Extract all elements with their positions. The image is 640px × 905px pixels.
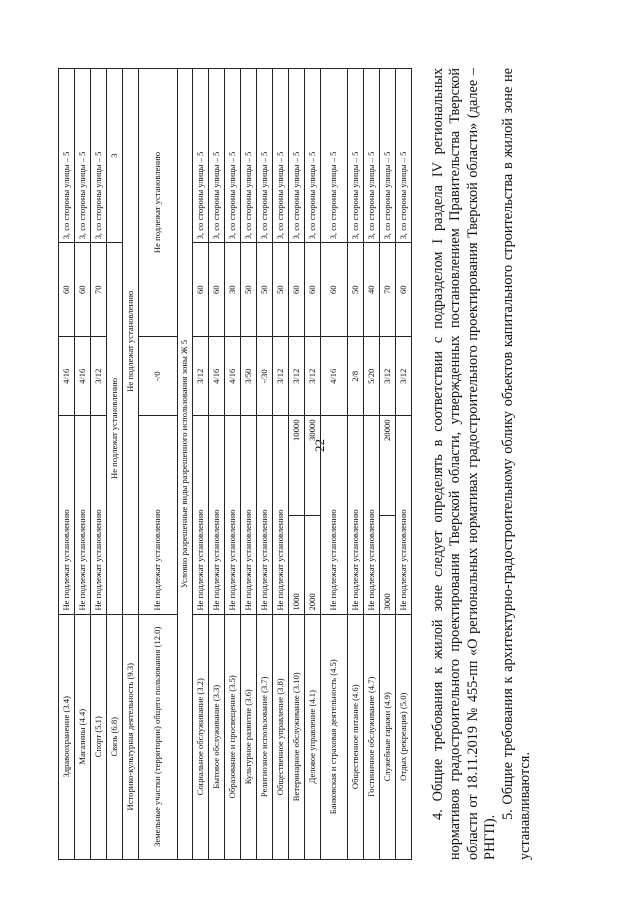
- use-name-cell: Гостиничное обслуживание (4.7): [364, 614, 380, 859]
- use-name-cell: Образование и просвещение (3.5): [225, 614, 241, 859]
- percent-cell: 70: [380, 243, 396, 337]
- setback-cell: 3, со стороны улицы – 5: [59, 69, 75, 243]
- percent-cell: 50: [257, 243, 273, 337]
- setback-cell: 3, со стороны улицы – 5: [91, 69, 107, 243]
- floors-cell: 3/12: [305, 337, 321, 416]
- max-area-cell: 30000: [305, 416, 321, 515]
- area-cell: Не подлежат установлению: [257, 416, 273, 614]
- table-row: [91, 69, 107, 860]
- body-text: [430, 68, 534, 860]
- percent-cell: 60: [396, 243, 412, 337]
- setback-cell: 3, со стороны улицы – 5: [364, 69, 380, 243]
- paragraph-5: 5. Общие требования к архитектурно-градостроительному облику объектов капитального строительства в жилой зоне не устанавливаются.: [499, 68, 534, 860]
- floors-cell: -/0: [139, 337, 178, 416]
- area-cell: Не подлежат установлению: [364, 416, 380, 614]
- use-name-cell: Служебные гаражи (4.9): [380, 614, 396, 859]
- area-cell: Не подлежат установлению: [91, 416, 107, 614]
- floors-cell: 4/16: [59, 337, 75, 416]
- floors-cell: 3/12: [396, 337, 412, 416]
- area-cell: Не подлежат установлению: [209, 416, 225, 614]
- table-row: [75, 69, 91, 860]
- use-name-cell: Общественное питание (4.6): [348, 614, 364, 859]
- table-body: [59, 69, 412, 860]
- min-area-cell: 2000: [305, 515, 321, 614]
- floors-cell: 3/12: [91, 337, 107, 416]
- merged-cell: Не подлежат установлению: [123, 69, 139, 615]
- area-cell: Не подлежат установлению: [273, 416, 289, 614]
- floors-cell: 4/16: [225, 337, 241, 416]
- table-row: [59, 69, 75, 860]
- table-row: [273, 69, 289, 860]
- table-row: [139, 69, 178, 860]
- percent-cell: 50: [273, 243, 289, 337]
- percent-cell: 50: [241, 243, 257, 337]
- setback-cell: 3, со стороны улицы – 5: [241, 69, 257, 243]
- area-cell: Не подлежат установлению: [193, 416, 209, 614]
- table-row: [241, 69, 257, 860]
- table-row: [305, 69, 321, 860]
- zone-regulations-table: [58, 68, 412, 860]
- area-cell: Не подлежат установлению: [321, 416, 348, 614]
- page-number: 22: [312, 439, 327, 452]
- use-name-cell: Здравоохранение (3.4): [59, 614, 75, 859]
- paragraph-4: 4. Общие требования к жилой зоне следует определять в соответствии с подразделом I раздела IV региональных нормативов градостроительного проектирования Тверской области, утвержденных постановлением Правительства Тверской области от 18.11.2019 № 455-пп «О региональных нормативах градостроительного проектирования Тверской области» (далее – РНГП).: [430, 68, 499, 860]
- table-row: [123, 69, 139, 860]
- floors-cell: 4/16: [321, 337, 348, 416]
- merged-cell: Не подлежат установлению: [139, 69, 178, 337]
- setback-cell: 3, со стороны улицы – 5: [257, 69, 273, 243]
- table-section-header: [178, 69, 193, 860]
- percent-cell: 60: [289, 243, 305, 337]
- table-row: [257, 69, 273, 860]
- area-cell: Не подлежат установлению: [241, 416, 257, 614]
- percent-cell: 60: [321, 243, 348, 337]
- merged-cell: Не подлежат установлению: [107, 243, 123, 614]
- floors-cell: 3/12: [289, 337, 305, 416]
- area-cell: Не подлежат установлению: [396, 416, 412, 614]
- use-name-cell: Ветеринарное обслуживание (3.10): [289, 614, 305, 859]
- setback-cell: 3, со стороны улицы – 5: [380, 69, 396, 243]
- table-row: [209, 69, 225, 860]
- area-cell: Не подлежат установлению: [75, 416, 91, 614]
- floors-cell: 3/50: [241, 337, 257, 416]
- area-cell: Не подлежат установлению: [225, 416, 241, 614]
- area-cell: Не подлежат установлению: [348, 416, 364, 614]
- setback-cell: 3, со стороны улицы – 5: [193, 69, 209, 243]
- floors-cell: 3/12: [380, 337, 396, 416]
- percent-cell: 40: [364, 243, 380, 337]
- table-row: [107, 69, 123, 860]
- use-name-cell: Историко-культурная деятельность (9.3): [123, 614, 139, 859]
- setback-cell: 3, со стороны улицы – 5: [273, 69, 289, 243]
- percent-cell: 60: [305, 243, 321, 337]
- setback-cell: 3, со стороны улицы – 5: [321, 69, 348, 243]
- use-name-cell: Банковская и страховая деятельность (4.5): [321, 614, 348, 859]
- floors-cell: 3/12: [273, 337, 289, 416]
- rotated-page-content: [58, 68, 598, 860]
- table-row: [380, 69, 396, 860]
- setback-cell: 3, со стороны улицы – 5: [348, 69, 364, 243]
- min-area-cell: 3000: [380, 515, 396, 614]
- use-name-cell: Деловое управление (4.1): [305, 614, 321, 859]
- setback-cell: 3, со стороны улицы – 5: [209, 69, 225, 243]
- table-row: [364, 69, 380, 860]
- max-area-cell: 10000: [289, 416, 305, 515]
- use-name-cell: Земельные участки (территории) общего пользования (12.0): [139, 614, 178, 859]
- setback-cell: 3, со стороны улицы – 5: [225, 69, 241, 243]
- area-cell: Не подлежат установлению: [139, 416, 178, 614]
- setback-cell: 3, со стороны улицы – 5: [396, 69, 412, 243]
- percent-cell: 60: [75, 243, 91, 337]
- use-name-cell: Бытовое обслуживание (3.3): [209, 614, 225, 859]
- use-name-cell: Спорт (5.1): [91, 614, 107, 859]
- floors-cell: 2/8: [348, 337, 364, 416]
- percent-cell: 30: [225, 243, 241, 337]
- percent-cell: 60: [209, 243, 225, 337]
- section-header-cell: Условно разрешенные виды разрешенного использования зоны Ж 5: [178, 69, 193, 860]
- use-name-cell: Связь (6.8): [107, 614, 123, 859]
- use-name-cell: Отдых (рекреация) (5.0): [396, 614, 412, 859]
- table-row: [289, 69, 305, 860]
- setback-cell: 3, со стороны улицы – 5: [289, 69, 305, 243]
- table-row: [193, 69, 209, 860]
- use-name-cell: Религиозное использование (3.7): [257, 614, 273, 859]
- percent-cell: 50: [348, 243, 364, 337]
- table-row: [348, 69, 364, 860]
- use-name-cell: Культурное развитие (3.6): [241, 614, 257, 859]
- table-row: [396, 69, 412, 860]
- percent-cell: 60: [193, 243, 209, 337]
- table-row: [321, 69, 348, 860]
- floors-cell: 5/20: [364, 337, 380, 416]
- use-name-cell: Общественное управление (3.8): [273, 614, 289, 859]
- min-area-cell: 1000: [289, 515, 305, 614]
- floors-cell: 4/16: [209, 337, 225, 416]
- max-area-cell: 20000: [380, 416, 396, 515]
- use-name-cell: Магазины (4.4): [75, 614, 91, 859]
- percent-cell: 70: [91, 243, 107, 337]
- floors-cell: 3/12: [193, 337, 209, 416]
- area-cell: Не подлежат установлению: [59, 416, 75, 614]
- setback-cell: 3, со стороны улицы – 5: [305, 69, 321, 243]
- floors-cell: 4/16: [75, 337, 91, 416]
- use-name-cell: Социальное обслуживание (3.2): [193, 614, 209, 859]
- percent-cell: 60: [59, 243, 75, 337]
- value-cell: 3: [107, 69, 123, 243]
- table-row: [225, 69, 241, 860]
- floors-cell: -/30: [257, 337, 273, 416]
- setback-cell: 3, со стороны улицы – 5: [75, 69, 91, 243]
